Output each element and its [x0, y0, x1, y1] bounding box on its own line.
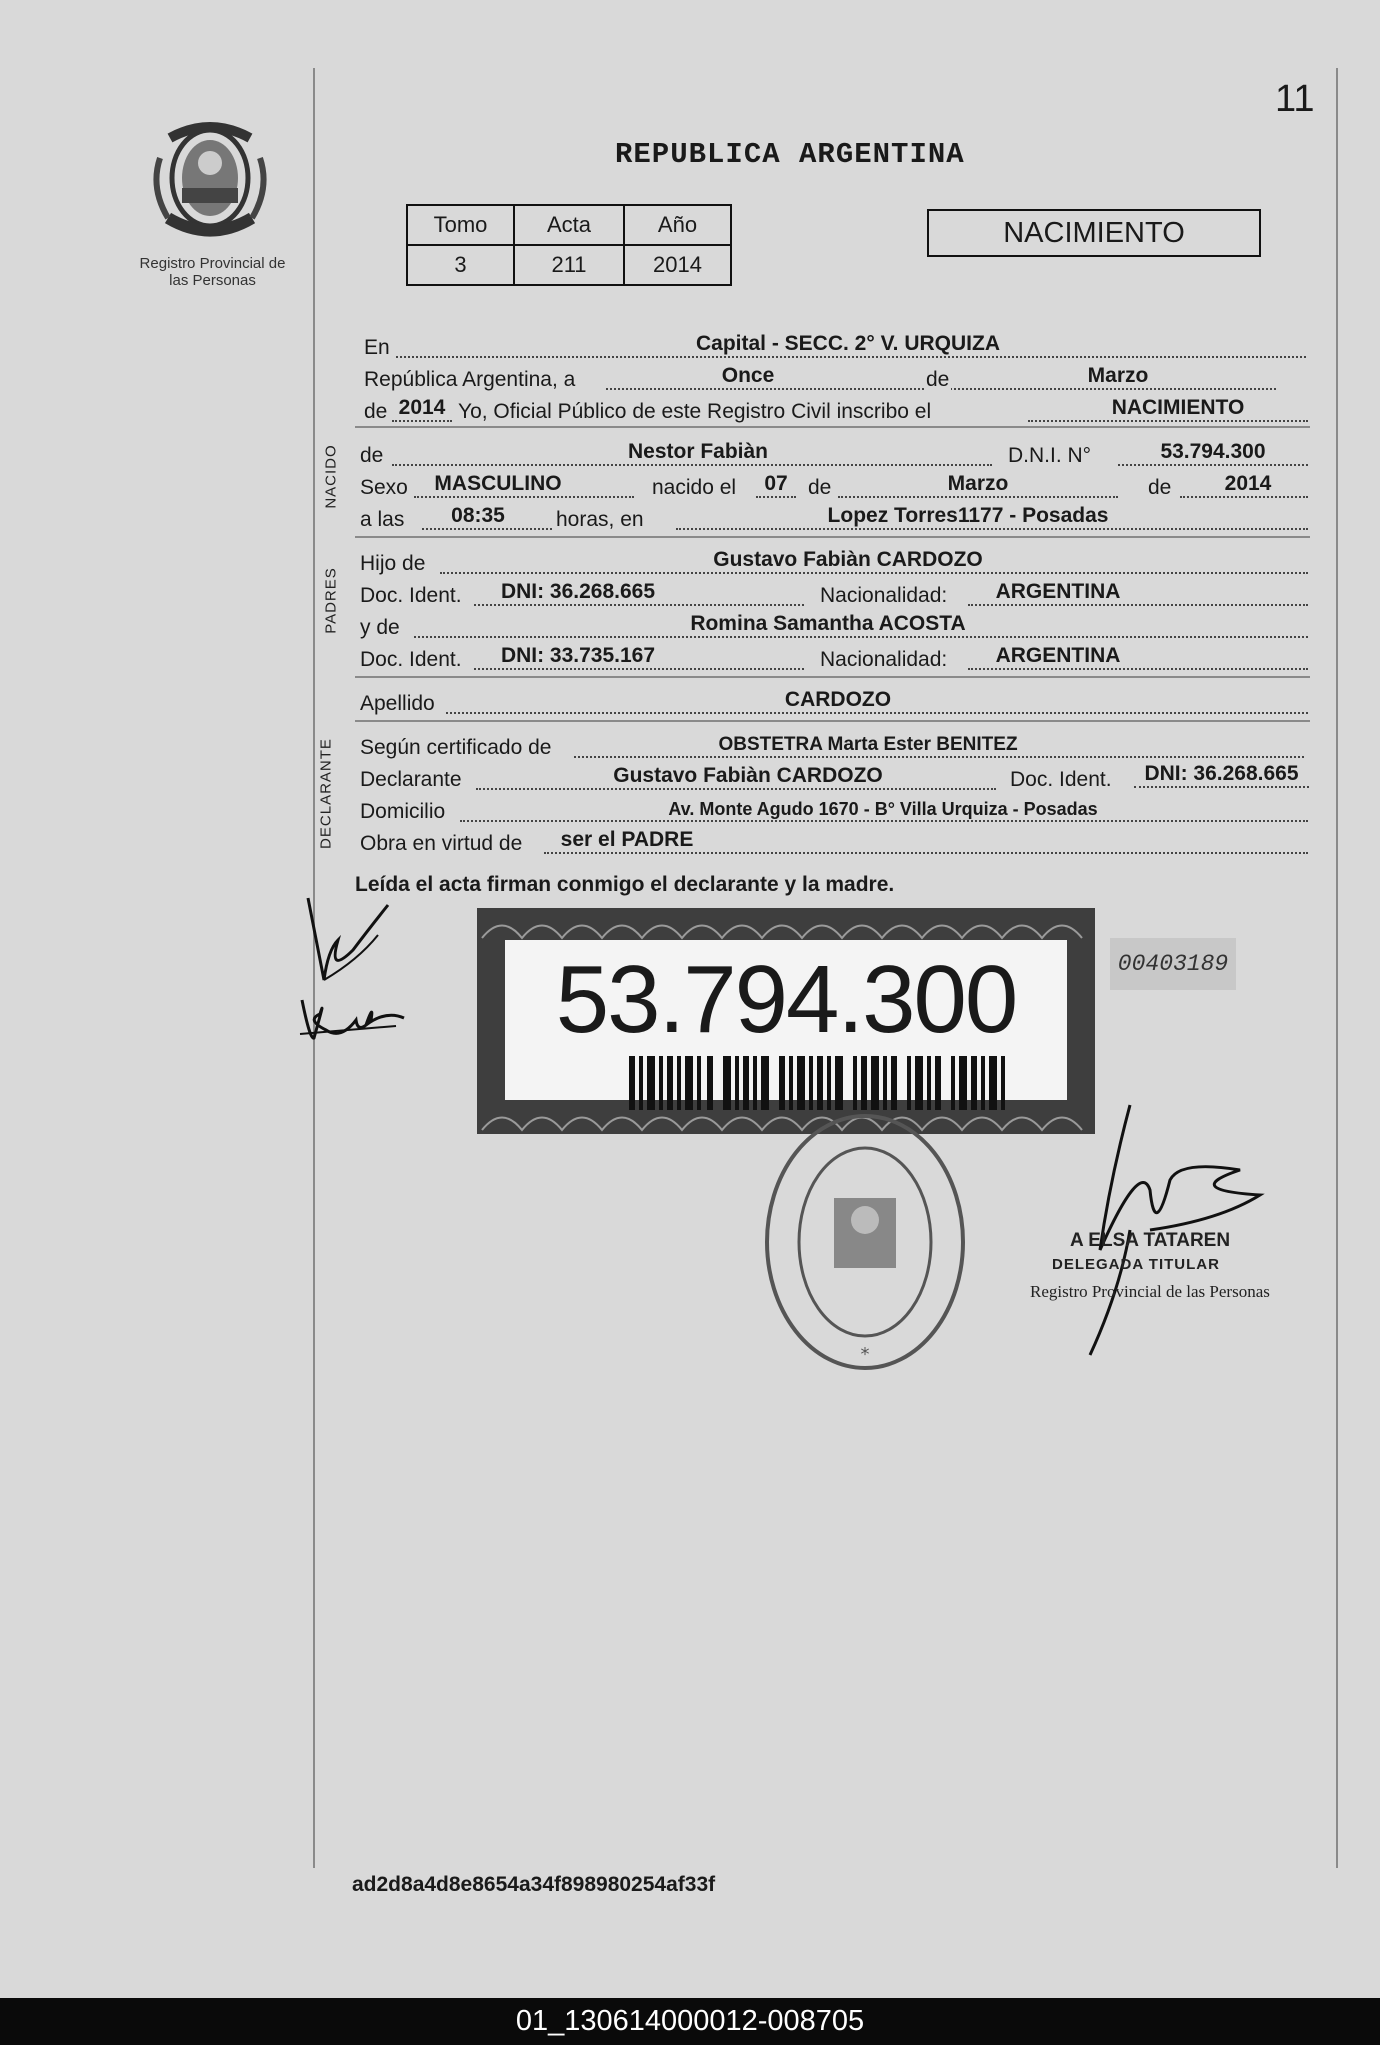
volume-value-year: 2014 — [624, 245, 731, 285]
born-sex-row — [358, 470, 1308, 502]
country-label: República Argentina, a — [364, 368, 576, 391]
separator-parents — [355, 536, 1310, 538]
dni-label: D.N.I. N° — [1008, 444, 1092, 467]
official-name: A ELSA TATAREN — [1070, 1230, 1231, 1251]
registry-name: Registro Provincial de las Personas — [139, 255, 286, 289]
intro-statement: Yo, Oficial Público de este Registro Civil inscribo el — [458, 400, 932, 423]
address-label: Domicilio — [360, 800, 446, 823]
signature-mother — [296, 990, 406, 1050]
official-registry: Registro Provincial de las Personas — [1030, 1282, 1270, 1301]
intro-statement-row — [358, 394, 1308, 426]
acting-row — [358, 826, 1308, 858]
section-label-declarant: DECLARANTE — [317, 738, 335, 849]
mother-name: Romina Samantha ACOSTA — [690, 612, 966, 635]
intro-de-label-2: de — [364, 400, 388, 423]
born-de-label-3: de — [1148, 476, 1172, 499]
intro-record: NACIMIENTO — [1111, 396, 1245, 419]
declarant-doc: DNI: 36.268.665 — [1134, 762, 1309, 788]
born-month: Marzo — [947, 472, 1009, 495]
document-hash: ad2d8a4d8e8654a34f898980254af33f — [352, 1873, 716, 1896]
intro-de-label: de — [926, 368, 950, 391]
born-sex: MASCULINO — [434, 472, 562, 495]
father-doc-row — [358, 578, 1308, 610]
province-emblem — [150, 118, 270, 246]
mother-nationality: ARGENTINA — [995, 644, 1121, 667]
record-type-box: NACIMIENTO — [927, 209, 1261, 257]
intro-place: Capital - SECC. 2° V. URQUIZA — [695, 332, 1000, 355]
mother-nationality-label: Nacionalidad: — [820, 648, 948, 671]
declarant-name: Gustavo Fabiàn CARDOZO — [613, 764, 883, 787]
footer-file-id: 01_130614000012-008705 — [0, 1998, 1380, 2045]
father-doc: DNI: 36.268.665 — [500, 580, 656, 603]
intro-date-row — [358, 362, 1308, 394]
father-doc-label: Doc. Ident. — [360, 584, 462, 607]
born-on-label: nacido el — [652, 476, 737, 499]
country-title: REPUBLICA ARGENTINA — [615, 138, 965, 171]
born-day: 07 — [764, 472, 788, 495]
label-id-number: 53.794.300 — [555, 946, 1017, 1053]
separator-surname — [355, 676, 1310, 678]
born-year: 2014 — [1224, 472, 1272, 495]
separator-born — [355, 426, 1310, 428]
read-note: Leída el acta firman conmigo el declarante y la madre. — [355, 873, 895, 896]
born-name: Nestor Fabiàn — [627, 440, 769, 463]
sex-label: Sexo — [360, 476, 408, 499]
declarant-row — [358, 762, 1308, 794]
en-label: En — [364, 336, 390, 359]
surname-label: Apellido — [360, 692, 435, 715]
father-nationality-label: Nacionalidad: — [820, 584, 948, 607]
address-value: Av. Monte Agudo 1670 - B° Villa Urquiza - Posadas — [668, 799, 1098, 819]
mother-doc: DNI: 33.735.167 — [500, 644, 656, 667]
intro-day: Once — [721, 364, 775, 387]
born-de-label-2: de — [808, 476, 832, 499]
born-time-row — [358, 502, 1308, 534]
hours-label: horas, en — [556, 508, 644, 531]
intro-year: 2014 — [398, 396, 446, 419]
mother-doc-label: Doc. Ident. — [360, 648, 462, 671]
intro-month: Marzo — [1087, 364, 1149, 387]
svg-text:*: * — [860, 1344, 870, 1365]
signature-declarant — [298, 890, 408, 990]
father-nationality: ARGENTINA — [995, 580, 1121, 603]
surname-row — [358, 686, 1308, 718]
certificate-row — [358, 730, 1308, 762]
and-of-label: y de — [360, 616, 400, 639]
born-dni: 53.794.300 — [1160, 440, 1266, 463]
mother-name-row — [358, 610, 1308, 642]
volume-header-tomo: Tomo — [407, 205, 514, 245]
born-place: Lopez Torres1177 - Posadas — [827, 504, 1109, 527]
volume-header-year: Año — [624, 205, 731, 245]
acting-value: ser el PADRE — [560, 828, 694, 851]
volume-value-tomo: 3 — [407, 245, 514, 285]
at-label: a las — [360, 508, 405, 531]
barcode-icon — [629, 1056, 1005, 1110]
father-name: Gustavo Fabiàn CARDOZO — [713, 548, 983, 571]
address-row — [358, 794, 1308, 826]
label-inner-panel — [505, 940, 1067, 1100]
id-number-label — [477, 908, 1095, 1134]
section-label-parents: PADRES — [322, 567, 340, 634]
intro-place-row — [358, 330, 1308, 362]
official-seal — [762, 1110, 968, 1375]
volume-value-acta: 211 — [514, 245, 624, 285]
born-name-row — [358, 438, 1308, 470]
surname-value: CARDOZO — [784, 688, 892, 711]
son-of-label: Hijo de — [360, 552, 426, 575]
volume-table — [406, 204, 732, 286]
volume-header-acta: Acta — [514, 205, 624, 245]
declarant-doc-label: Doc. Ident. — [1010, 768, 1112, 791]
certificate-label: Según certificado de — [360, 736, 552, 759]
separator-declarant — [355, 720, 1310, 722]
certificate-value: OBSTETRA Marta Ester BENITEZ — [718, 734, 1018, 755]
section-label-born: NACIDO — [322, 444, 340, 509]
official-title: DELEGADA TITULAR — [1052, 1256, 1220, 1273]
acting-label: Obra en virtud de — [360, 832, 523, 855]
father-name-row — [358, 546, 1308, 578]
mother-doc-row — [358, 642, 1308, 674]
declarant-label: Declarante — [360, 768, 462, 791]
serial-number: 00403189 — [1110, 938, 1236, 990]
born-time: 08:35 — [451, 504, 505, 527]
page-number: 11 — [1275, 78, 1315, 120]
born-de-label: de — [360, 444, 384, 467]
right-margin-line — [1336, 68, 1338, 1868]
